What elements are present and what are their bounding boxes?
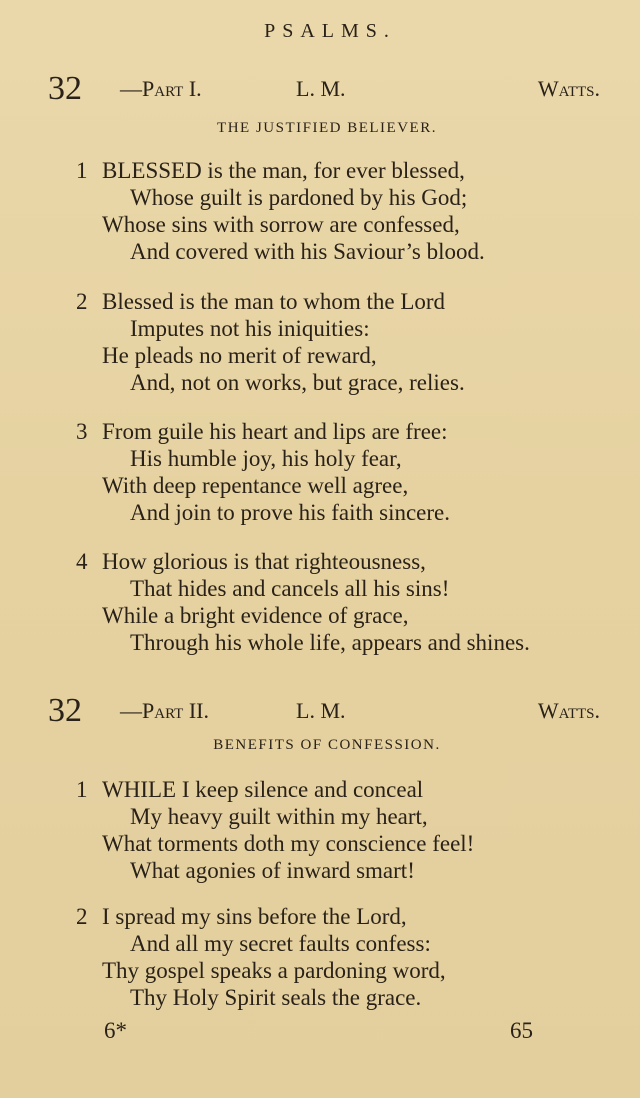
hymn-number: 32: [48, 70, 82, 107]
line-text: He pleads no merit of reward,: [102, 343, 377, 368]
verse-line: [76, 957, 616, 984]
line-text: Whose sins with sorrow are confessed,: [102, 212, 460, 237]
verse-line: [76, 342, 616, 369]
line-text: What torments doth my conscience feel!: [102, 831, 475, 856]
verse-line: [76, 418, 616, 445]
verse-line: [76, 472, 616, 499]
verse-line: [76, 157, 616, 184]
line-text: From guile his heart and lips are free:: [102, 419, 448, 444]
verse-line: [76, 369, 616, 396]
hymn-meter: L. M.: [296, 698, 346, 723]
hymn-part: —Part I.: [120, 76, 202, 101]
stanza-number: 1: [76, 777, 88, 802]
verse-line: [76, 930, 616, 957]
verse-line: [76, 238, 616, 265]
hymn-author: Watts.: [537, 76, 600, 101]
verse-line: [76, 803, 616, 830]
verse-line: [76, 984, 616, 1011]
stanza: [76, 548, 616, 656]
verse-line: [76, 499, 616, 526]
stanza: [76, 157, 616, 265]
stanza-number: 3: [76, 419, 88, 444]
verse-line: [76, 903, 616, 930]
verse-line: [76, 548, 616, 575]
signature-mark: 6*: [104, 1018, 127, 1043]
line-text: I spread my sins before the Lord,: [102, 904, 407, 929]
verse-line: [76, 211, 616, 238]
stanza: [76, 903, 616, 1011]
verse-line: [76, 602, 616, 629]
hymn-meter: L. M.: [296, 76, 346, 101]
line-text: Whose guilt is pardoned by his God;: [130, 185, 468, 210]
hymn-title: THE JUSTIFIED BELIEVER.: [217, 120, 437, 136]
verse-line: [76, 776, 616, 803]
line-text: Blessed is the man to whom the Lord: [102, 289, 446, 314]
verse-line: [76, 857, 616, 884]
line-text: What agonies of inward smart!: [130, 858, 415, 883]
stanza-number: 2: [76, 289, 88, 314]
line-text: That hides and cancels all his sins!: [130, 576, 450, 601]
line-text: While a bright evidence of grace,: [102, 603, 409, 628]
line-text: With deep repentance well agree,: [102, 473, 409, 498]
line-text: How glorious is that righteousness,: [102, 549, 426, 574]
verse-line: [76, 288, 616, 315]
verse-line: [76, 629, 616, 656]
line-text: Through his whole life, appears and shines.: [130, 630, 530, 655]
hymn-part: —Part II.: [120, 698, 209, 723]
stanza: [76, 418, 616, 526]
line-text: And join to prove his faith sincere.: [130, 500, 451, 525]
line-text: Thy Holy Spirit seals the grace.: [130, 985, 422, 1010]
line-text: And covered with his Saviour’s blood.: [130, 239, 485, 264]
hymn-title: BENEFITS OF CONFESSION.: [213, 737, 441, 753]
stanza-number: 4: [76, 549, 88, 574]
stanza-number: 1: [76, 158, 88, 183]
hymn-number: 32: [48, 692, 82, 729]
line-text: And, not on works, but grace, relies.: [130, 370, 465, 395]
verse-line: [76, 445, 616, 472]
page-number: 65: [510, 1018, 533, 1043]
stanza: [76, 288, 616, 396]
verse-line: [76, 575, 616, 602]
line-text: And all my secret faults confess:: [130, 931, 431, 956]
verse-line: [76, 830, 616, 857]
line-text: WHILE I keep silence and conceal: [102, 777, 424, 802]
running-head: PSALMS.: [264, 20, 396, 42]
line-text: My heavy guilt within my heart,: [130, 804, 428, 829]
hymn-header: [48, 66, 600, 106]
line-text: His humble joy, his holy fear,: [130, 446, 402, 471]
line-text: Thy gospel speaks a pardoning word,: [102, 958, 446, 983]
stanza-number: 2: [76, 904, 88, 929]
hymn-author: Watts.: [537, 698, 600, 723]
verse-line: [76, 315, 616, 342]
stanza: [76, 776, 616, 884]
line-text: Imputes not his iniquities:: [130, 316, 370, 341]
verse-line: [76, 184, 616, 211]
hymn-header: [48, 688, 600, 728]
line-text: BLESSED is the man, for ever blessed,: [102, 158, 465, 183]
